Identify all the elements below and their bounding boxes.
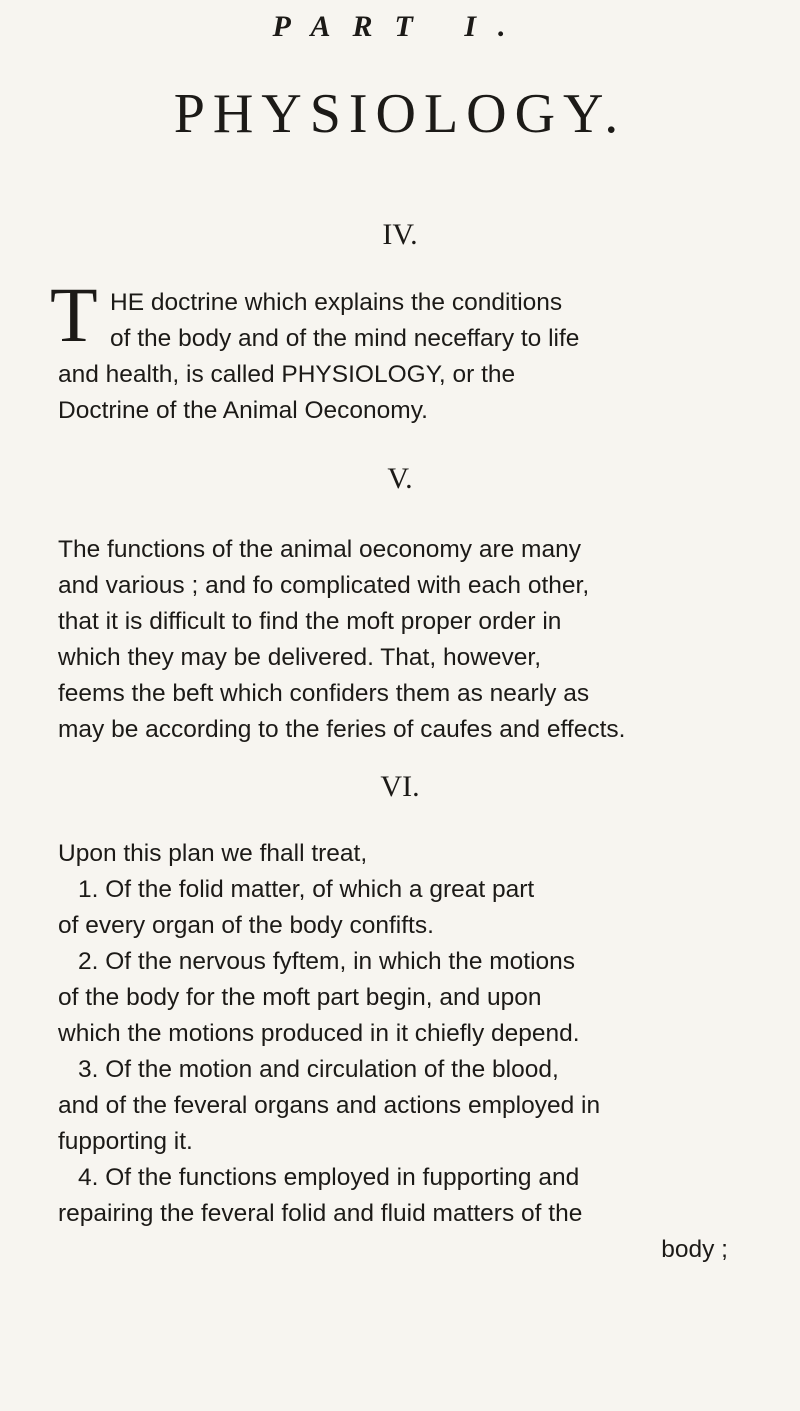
text-line: which they may be delivered. That, however, (58, 644, 542, 671)
text-line: that it is difficult to find the moft proper order in (58, 608, 562, 635)
text-line: may be according to the feries of caufes and effects. (58, 716, 626, 743)
text-line: feems the beft which confiders them as nearly as (58, 680, 590, 707)
section-number-v: V. (387, 462, 413, 495)
catchword: body ; (661, 1236, 728, 1263)
section-number-iv: IV. (382, 218, 418, 251)
section-number-vi: VI. (380, 770, 420, 803)
list-item-4-line: repairing the feveral folid and fluid matters of the (58, 1200, 583, 1227)
list-item-3-line: 3. Of the motion and circulation of the blood, (78, 1056, 559, 1083)
text-line: of the body and of the mind neceffary to life (110, 325, 580, 352)
text-line: HE doctrine which explains the conditions (110, 289, 563, 316)
list-item-2-line: 2. Of the nervous fyftem, in which the motions (78, 948, 576, 975)
list-item-2-line: which the motions produced in it chiefly depend. (58, 1020, 580, 1047)
list-item-2-line: of the body for the moft part begin, and upon (58, 984, 542, 1011)
paragraph-iv (58, 285, 756, 429)
text-line: The functions of the animal oeconomy are many (58, 536, 581, 563)
text-line: and various ; and fo complicated with each other, (58, 572, 590, 599)
text-line: Doctrine of the Animal Oeconomy. (58, 397, 428, 424)
list-item-4-line: 4. Of the functions employed in fupporting and (78, 1164, 580, 1191)
paragraph-v (58, 532, 756, 748)
paragraph-vi (58, 836, 756, 1268)
list-item-1-line: of every organ of the body confifts. (58, 912, 434, 939)
page-title: PHYSIOLOGY. (173, 83, 627, 145)
list-item-3-line: fupporting it. (58, 1128, 193, 1155)
list-item-3-line: and of the feveral organs and actions employed in (58, 1092, 601, 1119)
text-line: and health, is called PHYSIOLOGY, or the (58, 361, 516, 388)
drop-cap: T (50, 271, 98, 358)
text-line: Upon this plan we fhall treat, (58, 840, 368, 867)
part-heading: PART I. (272, 10, 528, 43)
list-item-1-line: 1. Of the folid matter, of which a great part (78, 876, 535, 903)
